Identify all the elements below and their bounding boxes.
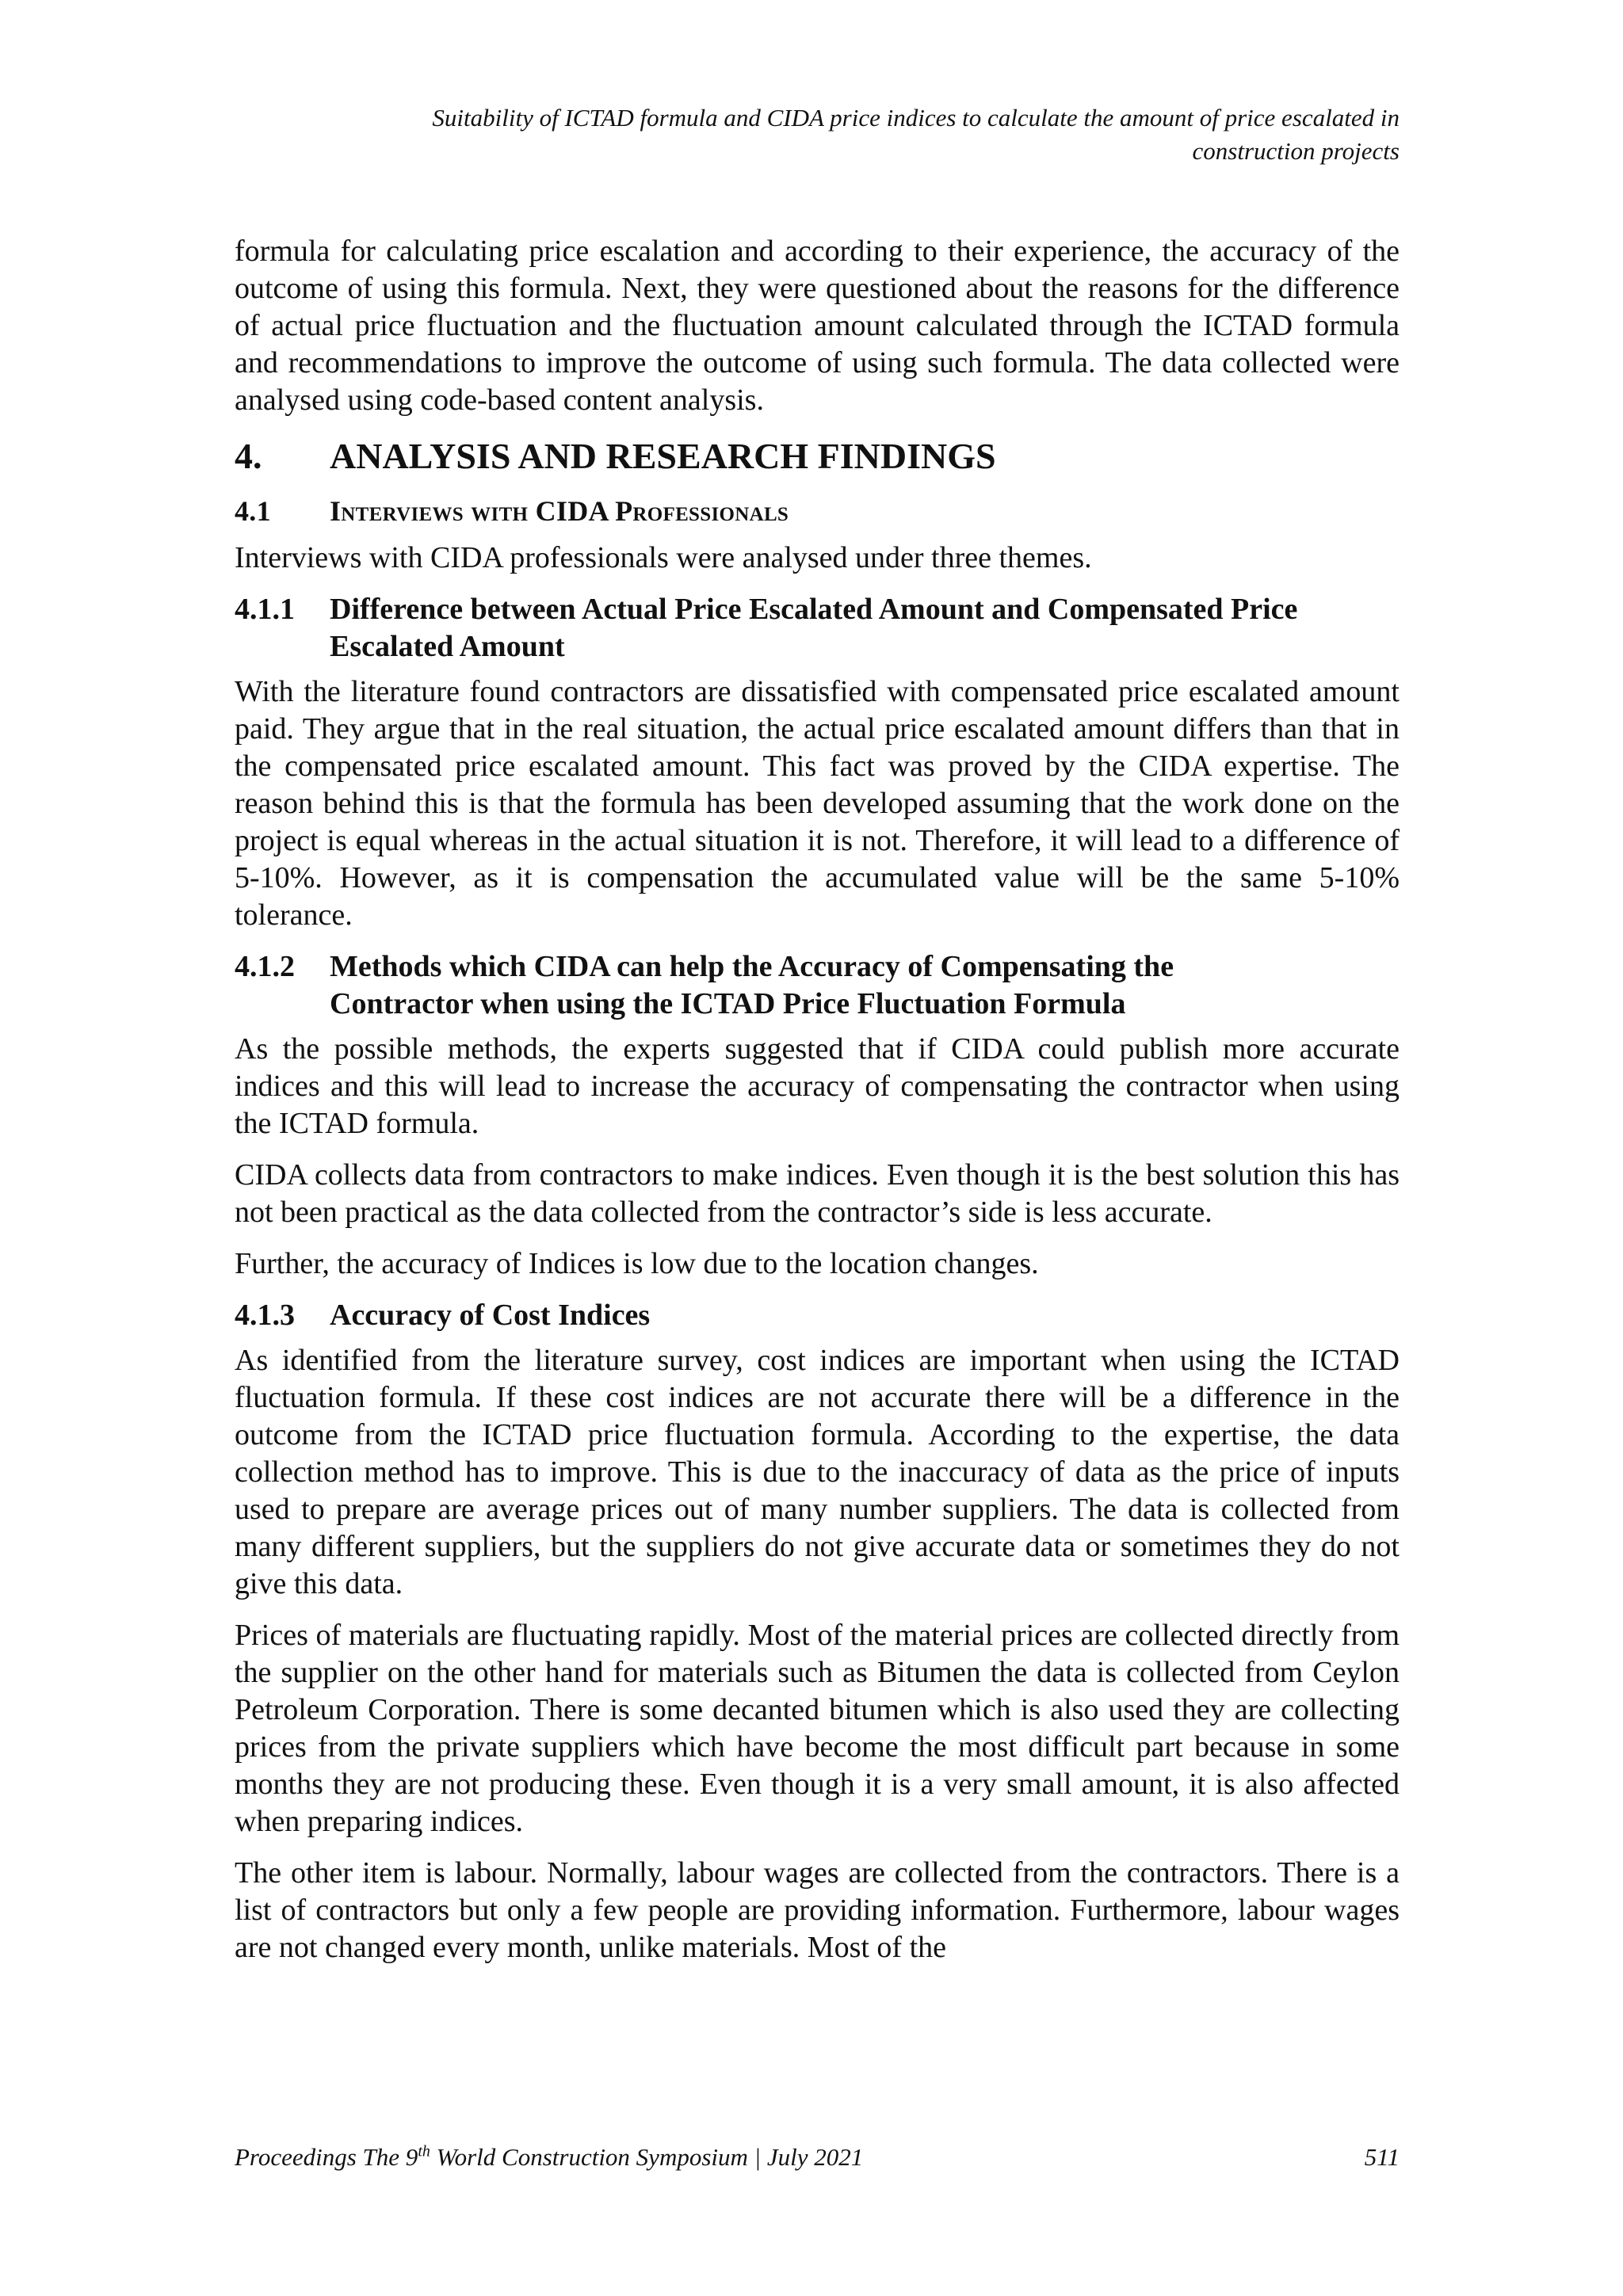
document-body (235, 233, 1400, 1981)
section-number: 4.1 (235, 495, 271, 527)
section-title-line2: Contractor when using the ICTAD Price Fluctuation Formula (330, 987, 1126, 1020)
section-title (330, 948, 1400, 1023)
section-title: Accuracy of Cost Indices (330, 1299, 651, 1332)
running-header-line1: Suitability of ICTAD formula and CIDA price indices to calculate the amount of price escalated in (432, 104, 1400, 132)
section-title-line1: Methods which CIDA can help the Accuracy of Compensating the (330, 950, 1174, 983)
intro-paragraph: formula for calculating price escalation and according to their experience, the accuracy of the outcome of using this formula. Next, they were questioned about the reasons for the difference of actual price fluctuation and the fluctuation amount calculated through the ICTAD formula and recommendations to improve the outcome of using such formula. The data collected were analysed using code-based content analysis. (235, 235, 1400, 417)
section-number: 4. (235, 436, 262, 476)
footer-prefix: Proceedings The 9 (235, 2143, 418, 2171)
section-4-1-1-paragraph: With the literature found contractors are dissatisfied with compensated price escalated amount paid. They argue that in the real situation, the actual price escalated amount differs than that in the compensated price escalated amount. This fact was proved by the CIDA expertise. The reason behind this is that the formula has been developed assuming that the work done on the project is equal whereas in the actual situation it is not. Therefore, it will lead to a difference of 5-10%. However, as it is compensation the accumulated value will be the same 5-10% tolerance. (235, 675, 1400, 932)
section-4-1-3-paragraph-3: The other item is labour. Normally, labour wages are collected from the contractors. There is a list of contractors but only a few people are providing information. Furthermore, labour wages are not changed every month, unlike materials. Most of the (235, 1856, 1400, 1964)
section-4-1-3-paragraph-2: Prices of materials are fluctuating rapidly. Most of the material prices are collected directly from the supplier on the other hand for materials such as Bitumen the data is collected from Ceylon Petroleum Corporation. There is some decanted bitumen which is also used they are collecting prices from the private suppliers which have become the most difficult part because in some months they are not producing these. Even though it is a very small amount, it is also affected when preparing indices. (235, 1619, 1400, 1838)
section-4-1-paragraph: Interviews with CIDA professionals were analysed under three themes. (235, 541, 1092, 574)
footer-proceedings (235, 2141, 863, 2174)
section-4-1-2-heading (235, 948, 1400, 1023)
running-header-line2: construction projects (1192, 137, 1400, 165)
document-page (235, 0, 1400, 2296)
running-header (235, 101, 1400, 168)
section-4-1-2-paragraph-2: CIDA collects data from contractors to make indices. Even though it is the best solution this has not been practical as the data collected from the contractor’s side is less accurate. (235, 1158, 1400, 1229)
section-number: 4.1.3 (235, 1299, 295, 1332)
section-title: Difference between Actual Price Escalated Amount and Compensated Price Escalated Amount (330, 593, 1298, 663)
page-footer (235, 2141, 1400, 2174)
section-number: 4.1.1 (235, 593, 295, 626)
section-title: ANALYSIS AND RESEARCH FINDINGS (330, 436, 996, 476)
section-4-1-3-heading (235, 1297, 1400, 1334)
section-4-1-3-paragraph-1: As identified from the literature survey, cost indices are important when using the ICTAD fluctuation formula. If these cost indices are not accurate there will be a difference in the outcome from the ICTAD price fluctuation formula. According to the expertise, the data collection method has to improve. This is due to the inaccuracy of data as the price of inputs used to prepare are average prices out of many number suppliers. The data is collected from many different suppliers, but the suppliers do not give accurate data or sometimes they do not give this data. (235, 1344, 1400, 1600)
section-4-1-2-paragraph-3: Further, the accuracy of Indices is low due to the location changes. (235, 1247, 1039, 1280)
section-number: 4.1.2 (235, 950, 295, 983)
section-title: Interviews with CIDA Professionals (330, 495, 789, 527)
section-4-heading (235, 433, 1400, 479)
section-4-1-1-heading (235, 591, 1400, 666)
section-4-1-2-paragraph-1: As the possible methods, the experts suggested that if CIDA could publish more accurate indices and this will lead to increase the accuracy of compensating the contractor when using the ICTAD formula. (235, 1032, 1400, 1140)
footer-superscript: th (418, 2142, 430, 2161)
footer-suffix: World Construction Symposium | July 2021 (430, 2143, 864, 2171)
page-number: 511 (1364, 2143, 1400, 2171)
section-4-1-heading (235, 492, 1400, 530)
